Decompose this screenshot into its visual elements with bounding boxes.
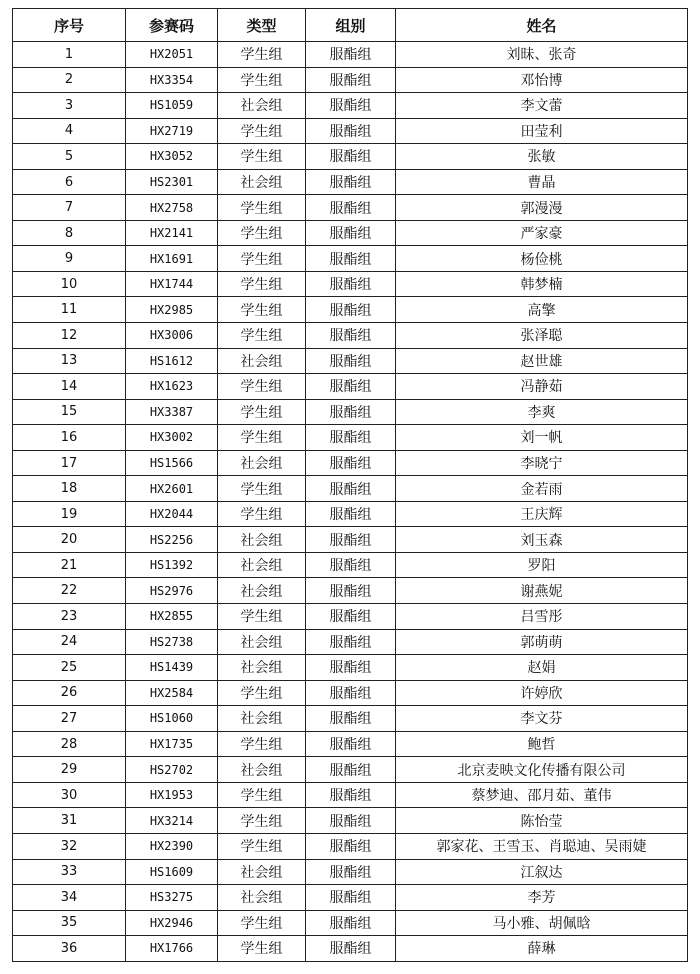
table-row <box>13 629 688 655</box>
cell-entry-code: HX2584 <box>126 680 218 706</box>
cell-name: 陈怡莹 <box>396 808 688 834</box>
table-row <box>13 757 688 783</box>
cell-index: 4 <box>13 118 126 144</box>
cell-group: 服酯组 <box>306 118 396 144</box>
cell-group: 服酯组 <box>306 169 396 195</box>
table-row <box>13 42 688 68</box>
cell-entry-code: HX2044 <box>126 501 218 527</box>
cell-type: 学生组 <box>218 67 306 93</box>
cell-group: 服酯组 <box>306 782 396 808</box>
cell-entry-code: HX3387 <box>126 399 218 425</box>
cell-index: 21 <box>13 552 126 578</box>
cell-entry-code: HX3006 <box>126 323 218 349</box>
cell-type: 社会组 <box>218 578 306 604</box>
cell-entry-code: HX3354 <box>126 67 218 93</box>
cell-name: 张敏 <box>396 144 688 170</box>
table-row <box>13 220 688 246</box>
table-row <box>13 910 688 936</box>
cell-index: 2 <box>13 67 126 93</box>
cell-name: 北京麦映文化传播有限公司 <box>396 757 688 783</box>
cell-index: 5 <box>13 144 126 170</box>
table-row <box>13 552 688 578</box>
cell-group: 服酯组 <box>306 271 396 297</box>
cell-name: 金若雨 <box>396 476 688 502</box>
cell-type: 社会组 <box>218 706 306 732</box>
cell-type: 社会组 <box>218 655 306 681</box>
cell-type: 学生组 <box>218 936 306 962</box>
cell-index: 1 <box>13 42 126 68</box>
cell-group: 服酯组 <box>306 910 396 936</box>
cell-entry-code: HS1566 <box>126 450 218 476</box>
cell-group: 服酯组 <box>306 629 396 655</box>
cell-type: 社会组 <box>218 885 306 911</box>
cell-index: 26 <box>13 680 126 706</box>
cell-type: 社会组 <box>218 527 306 553</box>
table-row <box>13 323 688 349</box>
cell-name: 李文芬 <box>396 706 688 732</box>
cell-name: 刘昧、张奇 <box>396 42 688 68</box>
cell-name: 郭萌萌 <box>396 629 688 655</box>
cell-group: 服酯组 <box>306 374 396 400</box>
registration-table-container <box>12 8 687 962</box>
table-row <box>13 706 688 732</box>
cell-index: 14 <box>13 374 126 400</box>
cell-group: 服酯组 <box>306 297 396 323</box>
cell-name: 严家豪 <box>396 220 688 246</box>
table-row <box>13 297 688 323</box>
cell-name: 李爽 <box>396 399 688 425</box>
cell-group: 服酯组 <box>306 731 396 757</box>
cell-name: 鲍哲 <box>396 731 688 757</box>
cell-entry-code: HX2758 <box>126 195 218 221</box>
cell-name: 田莹利 <box>396 118 688 144</box>
cell-group: 服酯组 <box>306 476 396 502</box>
table-row <box>13 604 688 630</box>
table-row <box>13 195 688 221</box>
table-row <box>13 782 688 808</box>
cell-entry-code: HX2051 <box>126 42 218 68</box>
cell-entry-code: HX1744 <box>126 271 218 297</box>
header-index: 序号 <box>13 9 126 42</box>
cell-type: 学生组 <box>218 833 306 859</box>
table-row <box>13 808 688 834</box>
cell-type: 学生组 <box>218 297 306 323</box>
cell-type: 学生组 <box>218 604 306 630</box>
table-row <box>13 680 688 706</box>
table-row <box>13 527 688 553</box>
cell-index: 11 <box>13 297 126 323</box>
cell-entry-code: HS2738 <box>126 629 218 655</box>
cell-index: 15 <box>13 399 126 425</box>
cell-type: 学生组 <box>218 425 306 451</box>
cell-group: 服酯组 <box>306 195 396 221</box>
cell-entry-code: HX2141 <box>126 220 218 246</box>
cell-name: 张泽聪 <box>396 323 688 349</box>
table-row <box>13 731 688 757</box>
cell-name: 赵娟 <box>396 655 688 681</box>
cell-group: 服酯组 <box>306 936 396 962</box>
cell-group: 服酯组 <box>306 527 396 553</box>
cell-name: 许婷欣 <box>396 680 688 706</box>
cell-name: 李芳 <box>396 885 688 911</box>
cell-entry-code: HX2601 <box>126 476 218 502</box>
cell-entry-code: HS1059 <box>126 93 218 119</box>
cell-group: 服酯组 <box>306 348 396 374</box>
cell-entry-code: HX1766 <box>126 936 218 962</box>
header-entry-code: 参赛码 <box>126 9 218 42</box>
cell-index: 34 <box>13 885 126 911</box>
cell-group: 服酯组 <box>306 706 396 732</box>
cell-type: 社会组 <box>218 859 306 885</box>
cell-name: 高擎 <box>396 297 688 323</box>
cell-entry-code: HX2985 <box>126 297 218 323</box>
cell-index: 35 <box>13 910 126 936</box>
cell-entry-code: HX3214 <box>126 808 218 834</box>
cell-group: 服酯组 <box>306 552 396 578</box>
cell-index: 25 <box>13 655 126 681</box>
cell-type: 学生组 <box>218 808 306 834</box>
cell-entry-code: HX1953 <box>126 782 218 808</box>
table-row <box>13 655 688 681</box>
cell-index: 9 <box>13 246 126 272</box>
cell-entry-code: HX1735 <box>126 731 218 757</box>
table-row <box>13 859 688 885</box>
cell-name: 李晓宁 <box>396 450 688 476</box>
cell-type: 社会组 <box>218 757 306 783</box>
cell-group: 服酯组 <box>306 323 396 349</box>
cell-name: 谢燕妮 <box>396 578 688 604</box>
table-row <box>13 67 688 93</box>
cell-group: 服酯组 <box>306 220 396 246</box>
cell-group: 服酯组 <box>306 604 396 630</box>
cell-type: 学生组 <box>218 271 306 297</box>
cell-type: 学生组 <box>218 501 306 527</box>
cell-group: 服酯组 <box>306 833 396 859</box>
cell-index: 13 <box>13 348 126 374</box>
cell-type: 学生组 <box>218 374 306 400</box>
table-row <box>13 885 688 911</box>
cell-name: 郭家花、王雪玉、肖聪迪、吴雨婕 <box>396 833 688 859</box>
table-header-row <box>13 9 688 42</box>
cell-index: 33 <box>13 859 126 885</box>
cell-entry-code: HS2702 <box>126 757 218 783</box>
cell-index: 23 <box>13 604 126 630</box>
cell-group: 服酯组 <box>306 42 396 68</box>
cell-group: 服酯组 <box>306 67 396 93</box>
header-name: 姓名 <box>396 9 688 42</box>
cell-index: 19 <box>13 501 126 527</box>
cell-group: 服酯组 <box>306 425 396 451</box>
cell-index: 8 <box>13 220 126 246</box>
cell-entry-code: HX1623 <box>126 374 218 400</box>
cell-type: 社会组 <box>218 348 306 374</box>
cell-type: 学生组 <box>218 680 306 706</box>
cell-entry-code: HX2719 <box>126 118 218 144</box>
cell-index: 6 <box>13 169 126 195</box>
cell-entry-code: HS1439 <box>126 655 218 681</box>
table-row <box>13 144 688 170</box>
cell-type: 学生组 <box>218 118 306 144</box>
cell-name: 刘一帆 <box>396 425 688 451</box>
table-row <box>13 348 688 374</box>
cell-group: 服酯组 <box>306 655 396 681</box>
table-row <box>13 501 688 527</box>
table-body <box>13 42 688 962</box>
cell-entry-code: HX2390 <box>126 833 218 859</box>
table-row <box>13 374 688 400</box>
cell-type: 学生组 <box>218 399 306 425</box>
header-type: 类型 <box>218 9 306 42</box>
table-row <box>13 450 688 476</box>
cell-type: 学生组 <box>218 144 306 170</box>
header-group: 组别 <box>306 9 396 42</box>
cell-group: 服酯组 <box>306 808 396 834</box>
cell-name: 赵世雄 <box>396 348 688 374</box>
cell-entry-code: HS2256 <box>126 527 218 553</box>
cell-type: 社会组 <box>218 93 306 119</box>
cell-name: 吕雪彤 <box>396 604 688 630</box>
cell-index: 30 <box>13 782 126 808</box>
cell-type: 社会组 <box>218 552 306 578</box>
cell-entry-code: HX2855 <box>126 604 218 630</box>
cell-entry-code: HS3275 <box>126 885 218 911</box>
cell-group: 服酯组 <box>306 680 396 706</box>
cell-group: 服酯组 <box>306 450 396 476</box>
cell-group: 服酯组 <box>306 501 396 527</box>
registration-table <box>12 8 688 962</box>
table-row <box>13 93 688 119</box>
cell-name: 薛琳 <box>396 936 688 962</box>
cell-index: 27 <box>13 706 126 732</box>
cell-type: 社会组 <box>218 450 306 476</box>
cell-name: 马小雅、胡佩晗 <box>396 910 688 936</box>
cell-type: 社会组 <box>218 169 306 195</box>
cell-name: 李文蕾 <box>396 93 688 119</box>
cell-entry-code: HS1392 <box>126 552 218 578</box>
cell-entry-code: HS1612 <box>126 348 218 374</box>
table-row <box>13 399 688 425</box>
table-row <box>13 271 688 297</box>
cell-type: 学生组 <box>218 42 306 68</box>
cell-entry-code: HS1609 <box>126 859 218 885</box>
cell-type: 学生组 <box>218 246 306 272</box>
cell-name: 王庆辉 <box>396 501 688 527</box>
table-row <box>13 936 688 962</box>
cell-index: 22 <box>13 578 126 604</box>
cell-type: 学生组 <box>218 731 306 757</box>
cell-entry-code: HX3002 <box>126 425 218 451</box>
cell-type: 学生组 <box>218 220 306 246</box>
cell-name: 罗阳 <box>396 552 688 578</box>
cell-group: 服酯组 <box>306 144 396 170</box>
cell-type: 学生组 <box>218 782 306 808</box>
cell-index: 12 <box>13 323 126 349</box>
cell-index: 20 <box>13 527 126 553</box>
cell-type: 学生组 <box>218 476 306 502</box>
cell-index: 3 <box>13 93 126 119</box>
cell-type: 社会组 <box>218 629 306 655</box>
cell-type: 学生组 <box>218 195 306 221</box>
cell-group: 服酯组 <box>306 859 396 885</box>
table-row <box>13 833 688 859</box>
cell-index: 17 <box>13 450 126 476</box>
cell-group: 服酯组 <box>306 246 396 272</box>
cell-name: 邓怡博 <box>396 67 688 93</box>
table-row <box>13 118 688 144</box>
cell-entry-code: HS2976 <box>126 578 218 604</box>
cell-name: 江叙达 <box>396 859 688 885</box>
cell-index: 24 <box>13 629 126 655</box>
cell-entry-code: HX1691 <box>126 246 218 272</box>
cell-entry-code: HS1060 <box>126 706 218 732</box>
table-row <box>13 578 688 604</box>
cell-group: 服酯组 <box>306 399 396 425</box>
cell-entry-code: HS2301 <box>126 169 218 195</box>
cell-index: 31 <box>13 808 126 834</box>
cell-entry-code: HX2946 <box>126 910 218 936</box>
cell-index: 29 <box>13 757 126 783</box>
cell-group: 服酯组 <box>306 578 396 604</box>
table-row <box>13 246 688 272</box>
cell-group: 服酯组 <box>306 885 396 911</box>
cell-name: 韩梦楠 <box>396 271 688 297</box>
table-row <box>13 425 688 451</box>
cell-entry-code: HX3052 <box>126 144 218 170</box>
cell-index: 10 <box>13 271 126 297</box>
table-row <box>13 169 688 195</box>
cell-index: 18 <box>13 476 126 502</box>
cell-index: 32 <box>13 833 126 859</box>
cell-name: 郭漫漫 <box>396 195 688 221</box>
cell-index: 28 <box>13 731 126 757</box>
cell-index: 36 <box>13 936 126 962</box>
cell-name: 曹晶 <box>396 169 688 195</box>
table-row <box>13 476 688 502</box>
cell-name: 蔡梦迪、邵月茹、董伟 <box>396 782 688 808</box>
cell-group: 服酯组 <box>306 93 396 119</box>
cell-type: 学生组 <box>218 910 306 936</box>
cell-name: 冯静茹 <box>396 374 688 400</box>
cell-group: 服酯组 <box>306 757 396 783</box>
cell-type: 学生组 <box>218 323 306 349</box>
cell-index: 7 <box>13 195 126 221</box>
cell-index: 16 <box>13 425 126 451</box>
cell-name: 刘玉森 <box>396 527 688 553</box>
cell-name: 杨俭桃 <box>396 246 688 272</box>
